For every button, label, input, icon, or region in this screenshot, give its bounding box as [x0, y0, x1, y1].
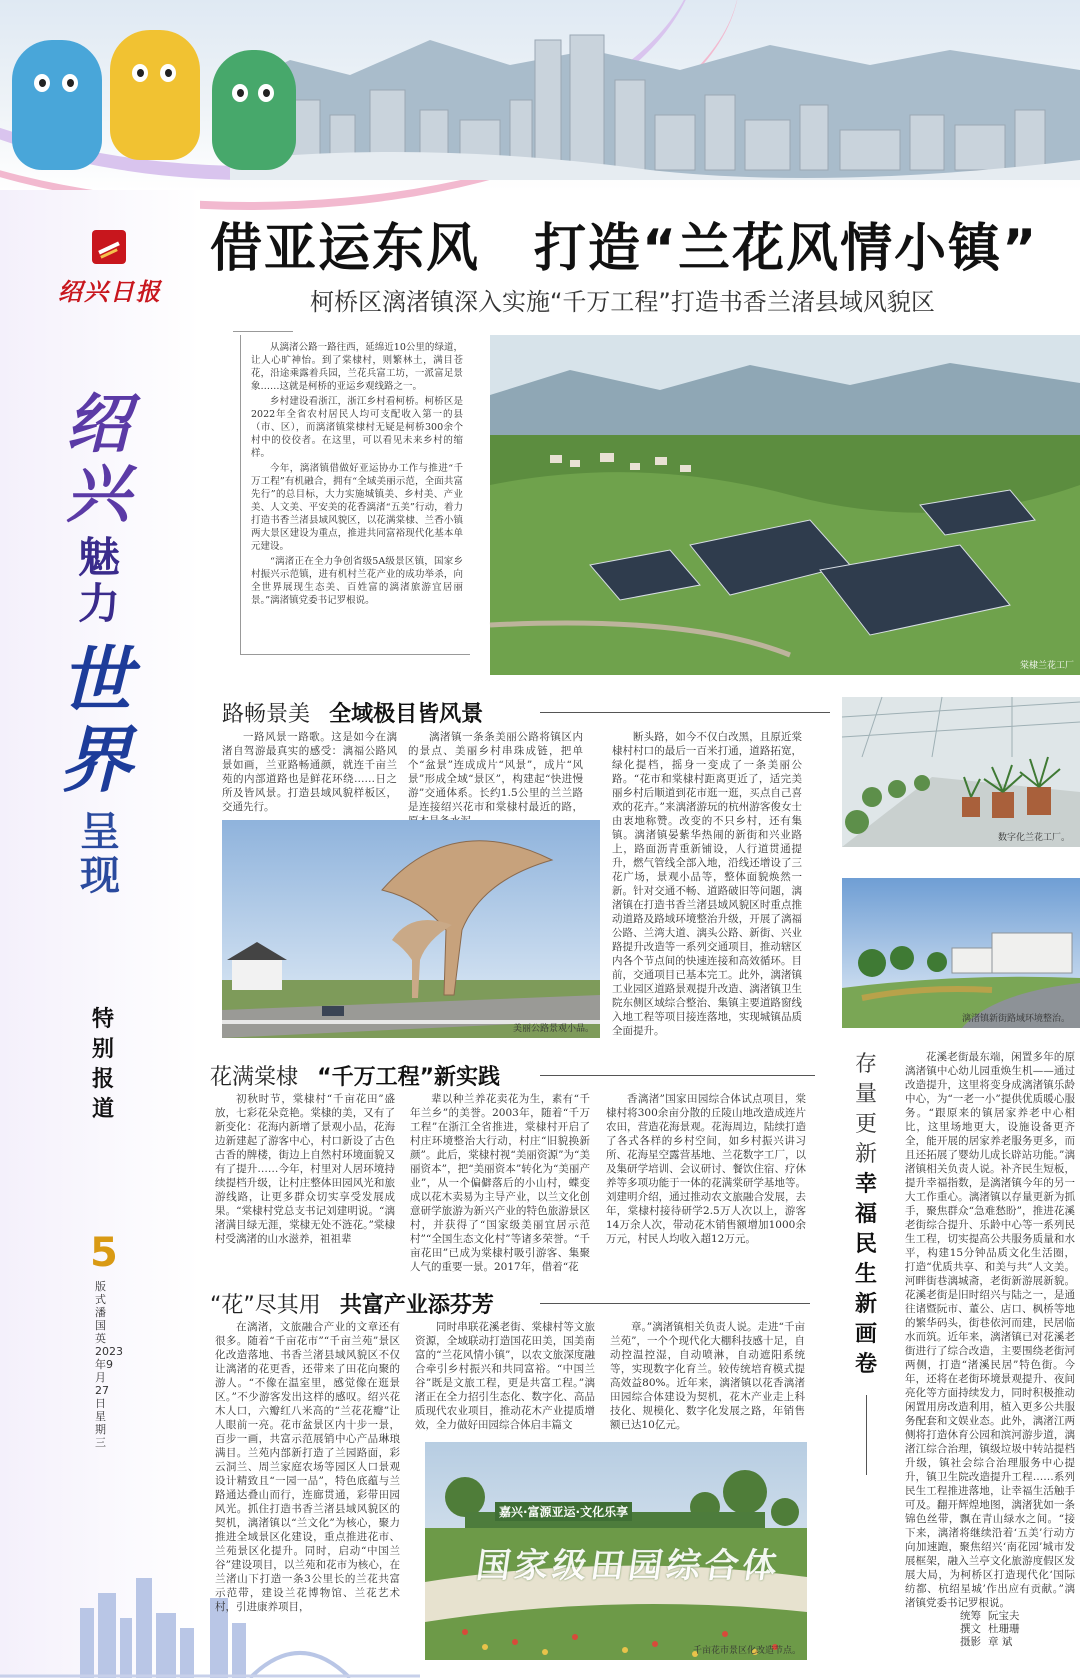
roads-paragraph: 断头路，如今不仅白改黑，且原近棠棣村村口的最后一百米打通，道路拓宽，绿化提档，摇身一变成了一条美丽公路。“花市和棠棣村距离更近了，适完美丽乡村后顺道到花市逛一逛，买点自己喜欢的花卉。”来漓渚游玩的杭州游客俊女士由衷地称赞。改变的不只乡村，还有集镇。漓渚镇晏紫华热闹的新街和兴业路上，路面沥青重新铺设，人行道贯通提升，燃气管线全部入地，沿线还增设了三花广场，景观小品等，整体面貌焕然一新。针对交通不畅、道路破旧等问题，漓渚镇在打造书香兰渚县域风貌区时重点推动道路及路域环境整治升级，开展了漓福公路、兰湾大道、漓头公路、新街、兴业路提升改造等一系列交通项目，推动辖区内各个节点间的快速连接和高效循环。目前，交通项目已基本完工。此外，漓渚镇工业园区道路景观提升改造、漓渚镇卫生院东侧区域综合整治、集镇主要道路窗线入地工程等项目接连落地，实现城镇品质全面提升。: [612, 731, 802, 1037]
article-subtitle: 柯桥区漓渚镇深入实施“千万工程”打造书香兰渚县域风貌区: [310, 288, 935, 316]
intro-paragraph: “漓渚正在全力争创省级5A级景区镇，国家乡村振兴示范镇，进有机村兰花产业的成功举杀，向全世界展现生态美、百姓富的漓渚旅游宜居丽景。”漓渚镇党委书记罗根说。: [251, 556, 463, 606]
mascot-green: [212, 50, 296, 170]
column-title-3: 世界: [60, 637, 133, 802]
section-industry-heading: [210, 1288, 494, 1319]
digital-factory-caption: 数字化兰花工厂。: [997, 833, 1070, 843]
digital-factory-photo: [842, 697, 1080, 847]
section-divider: [540, 1303, 810, 1304]
gate-sign-small: 嘉兴·富源亚运·文化乐享: [495, 1502, 632, 1521]
city-skyline-illustration: [230, 20, 1080, 180]
article-title: 借亚运东风 打造“兰花风情小镇”: [210, 219, 1039, 279]
industry-col-3: [610, 1320, 805, 1430]
section-industry-bold: 共富产业添芬芳: [339, 1293, 494, 1318]
roads-paragraph: 漓渚镇一条条美丽公路将镇区内的景点、美丽乡村串珠成链，把单个“盆景”连成成片“风景”，成片“风景”形成全域“景区”，构建起“快进慢游”交通体系。长约1.5公里的兰兰路是连接绍兴花市和棠棣村最近的路，: [408, 731, 583, 813]
section-flowers-heading: [210, 1060, 500, 1091]
section-livelihood-light: 存量更新: [854, 1052, 877, 1167]
industry-paragraph: 章。”漓渚镇相关负责人说。走进“千亩兰苑”，一个个现代化大棚科技感十足，自动控温控湿，自动喷淋，自动遮阳系统等，实现数字化育兰。较传统培育模式提高效益80%。近年来，漓渚镇以花香漓渚田园综合体建设为契机，花木产业走上科技化、规模化、数字化发展之路，年销售额已达10亿元。: [610, 1321, 805, 1431]
aerial-photo: [490, 335, 1080, 675]
page-meta: 版式 潘国英 2023年9月27日 星期三: [95, 1280, 123, 1449]
credit-photo-label: 摄影: [960, 1636, 981, 1648]
flowers-col-2: [410, 1092, 590, 1273]
section-flowers-light: 花满棠棣: [210, 1065, 299, 1090]
credit-photo-name: 章 斌: [988, 1636, 1013, 1648]
column-title-2: 魅力: [78, 533, 121, 628]
credit-text-name: 杜珊珊: [988, 1623, 1020, 1635]
mascot-yellow: [110, 30, 200, 160]
roads-col-1: [222, 730, 397, 813]
intro-paragraph: 今年，漓渚镇借做好亚运协办工作与推进“千万工程”有机融合，拥有“全域美丽示范，全面共富先行”的总目标，大力实施城镇美、乡村美、产业美、人文美、平安美的花香漓渚“五美”行动，着力打造书香兰渚县域风貌区，以花满棠棣、兰香小镇两大景区建设为重点，推进共同富裕现代化基本单元建设。: [251, 463, 463, 552]
aerial-photo-caption: 棠棣兰花工厂: [1019, 661, 1074, 671]
intro-box: [240, 335, 470, 655]
section-roads-heading: [222, 697, 483, 728]
mascot-blue: [12, 40, 102, 170]
newspaper-logo-icon: [92, 230, 126, 264]
header-banner: [0, 0, 1080, 190]
left-column: [0, 190, 200, 1678]
road-improvement-caption: 漓渚镇新街路域环境整治。: [961, 1014, 1070, 1024]
intro-text: [251, 341, 463, 646]
paper-name: 绍兴日报: [58, 277, 162, 306]
section-flowers-bold: “千万工程”新实践: [317, 1065, 501, 1090]
section-livelihood-bold: 幸福民生新画卷: [854, 1172, 877, 1377]
section-roads-bold: 全域极目皆风景: [329, 702, 484, 727]
livelihood-text: [905, 1050, 1075, 1609]
sculpture-photo: [222, 820, 600, 1038]
section-divider: [540, 712, 830, 713]
article-credits: [960, 1610, 1020, 1649]
flowers-paragraph: 初秋时节，棠棣村“千亩花田”盛放，七彩花朵竞艳。棠棣的美，又有了新变化：花海内新增了景观小品，花海边新建起了游客中心，村口新设了古色古香的牌楼，街边上自然村环境面貌又有了提升……今年，村里对人居环境持续提档升级，让村庄整体田园风光和旅游线路，让更多群众切实享受发展成果。“棠棣村党总支书记刘建明说。“漓渚满目绿无涯，棠棣无处不涟花。”棠棣村受漓渚的山水滋养，祖祖辈: [215, 1093, 395, 1245]
flowers-paragraph: 香漓渚”国家田园综合体试点项目，棠棣村将300余亩分散的丘陵山地改造成连片农田，营造花海景观。花海周边，陆续打造了各式各样的乡村空间，如乡村振兴讲习所、花海星空露营基地、兰花数字工厂，以及集研学培训、会议研讨、餐饮住宿、疗休养等多项功能于一体的花满棠研学基地等。刘建明介绍，通过推动农文旅融合发展，去年，棠棣村接待研学2.5万人次以上，游客14万余人次，带动花木销售额增加1000余万元，村民人均收入超12万元。: [606, 1093, 806, 1245]
section-divider: [866, 1395, 867, 1475]
livelihood-paragraph: 花溪老街最东端，闲置多年的原漓渚镇中心幼儿园重焕生机——通过改造提升，这里将变身成漓渚镇乐龄中心，为“一老一小”提供优质暖心服务。“跟原来的镇居家养老中心相比，这里场地更大，设施设备更齐全，能开展的居家养老服务更多，而且还拓展了婴幼儿成长辟站功能。”漓渚镇相关负责人说。补齐民生短板，提升幸福指数，是漓渚镇今年的另一大工作重心。漓渚镇以存量更新为抓手，聚焦群众“急难愁盼”，推进花溪老街综合提升、乐龄中心等一系列民生工程，切实提高公共服务质量和水平，构建15分钟品质文化生活圈，打造“优质共享、和美与共”人文美。河畔街巷漓城斋，老街新游展新貌。花溪老街是旧时绍兴与陆之一，是通往诸暨阮市、董公、店口、枫桥等地的繁华码头，街巷依河而建，民居临水而筑。近年来，漓渚镇已对花溪老街进行了综合改造，主要围绕老街河两侧，打造“渚溪民居”特色街。今年，还将在老街环境景观提升、夜间亮化等方面持续发力，同时积极推动闲置用房改造利用，植入更多公共服务配套和文娱业态。此外，漓渚江两侧将打造休育公园和滨河游步道，漓渚江综合治理，镇级垃圾中转站提档升级，镇社会综合治理服务中心提升，镇卫生院改造提升工程……系列民生工程推进落地，让幸福生活触手可及。翻开辉煌地图，漓渚犹如一条锦色丝带，飘在青山绿水之间。“接下来，漓渚将继续沿着‘五美’行动方向加速跑，聚焦绍兴‘南花园’城市发展框架，融入兰亭文化旅游度假区发展大局，为柯桥区打造现代化‘国际纺都、杭绍星城’作出应有贡献。”漓渚镇党委书记罗根说。: [905, 1051, 1075, 1609]
page-number: 5: [90, 1230, 118, 1276]
industry-paragraph: 同时串联花溪老街、棠棣村等文旅资源，全域联动打造国花田美，国美南富的“兰花风情小镇”，以农文旅深度融合牵引乡村振兴和共同富裕。“中国兰谷”既是文旅工程，更是共富工程。”漓渚正在全力招引生态化、数字化、高品质现代农业项目，推动花木产业提质增效，全力做好田园综合体启丰篇文: [415, 1321, 595, 1431]
flowers-col-1: [215, 1092, 395, 1245]
roads-col-3: [612, 730, 802, 1060]
flowers-col-3: [606, 1092, 806, 1245]
credit-plan-name: 阮宝夫: [988, 1610, 1020, 1622]
section-roads-light: 路畅景美: [222, 702, 311, 727]
intro-paragraph: 从漓渚公路一路往西，延绵近10公里的绿道，让人心旷神怡。到了棠棣村，则繁林土，满目苍花，沿途乘露着兵园，兰花兵富工坊，一派富足景象……这就是柯桥的亚运乡观线路之一。: [251, 342, 463, 392]
roads-col-2: [408, 730, 583, 813]
road-improvement-photo: [842, 878, 1080, 1028]
gate-sign-main: 国家级田园综合体: [473, 1546, 784, 1586]
special-report-label: 特别报道: [92, 1007, 115, 1122]
column-title-1: 绍兴: [66, 387, 130, 532]
flower-market-gate-caption: 千亩花市景区化改造节点。: [692, 1646, 801, 1656]
section-divider: [540, 1075, 815, 1076]
intro-paragraph: 乡村建设看浙江，浙江乡村看柯桥。柯桥区是2022年全省农村居民人均可支配收入第一的县（市、区），而漓渚镇棠棣村无疑是柯桥300余个村中的佼佼者。在这里，可以看见未来乡村的缩样。: [251, 396, 463, 459]
industry-paragraph: 在漓渚，文旅融合产业的文章还有很多。随着“千亩花市”“千亩兰苑”景区化改造落地、书香兰渚县域风貌区不仅让漓渚的花更香，还带来了田花向聚的游人。“不像在温室里，感觉像在逛景区。”不少游客发出这样的感叹。绍兴花木人口，六瓣红八米高的“兰花花瓣”让人眼前一亮。花市盆景区内十步一景，百步一画，共富示范展销中心产品琳琅满目。兰苑内部新打造了兰园路面，彩云洞兰、周兰家庭农场等园区人口景观设计精致且“一园一品”，特色底蕴与兰路通达叠山而行，连廊贯通，彩带田园风光。抓住打造书香兰渚县域风貌区的契机，漓渚镇以“兰文化”为核心，聚力推进全域景区化建设，重点推进花市、兰苑景区化提升。同时，启动“中国兰谷”建设项目，以兰苑和花市为核心，在兰渚山下打造一条3公里长的兰花共富示范带，建设兰花博物馆、兰花艺术村，引进康养项目，: [215, 1321, 400, 1613]
sculpture-photo-caption: 美丽公路景观小品。: [512, 1024, 594, 1034]
flowers-paragraph: 辈以种兰养花卖花为生，素有“千年兰乡”的美誉。2003年，随着“千万工程”在浙江全省推进，棠棣村开启了村庄环境整治大行动，村庄“旧貌换新颜”。此后，棠棣村视“美丽资源”为“美丽资本”，把“美丽资本”转化为“美丽产业”，从一个偏僻落后的小山村，蝶变成以花木卖易为主导产业，以兰文化创意研学旅游为新兴产业的特色旅游景区村，并获得了“国家级美丽宜居示范村”“全国生态文化村”等诸多荣誉。“千亩花田”已成为棠棣村吸引游客、集聚人气的重要一景。2017年，借着“花: [410, 1093, 590, 1273]
roads-paragraph: 一路风景一路歌。这是如今在漓渚自驾游最真实的感受：漓福公路风景如画，兰亚路畅通颜，就连千亩兰苑的内部道路也是鲜花环绕……日之所及皆风景。打造县域风貌样板区，交通先行。: [222, 731, 397, 813]
industry-col-1: [215, 1320, 400, 1613]
credit-plan-label: 统筹: [960, 1610, 981, 1622]
section-industry-light: “花”尽其用: [210, 1293, 321, 1318]
column-title-4: 呈现: [80, 808, 120, 899]
industry-col-2: [415, 1320, 595, 1430]
flower-market-gate-photo: [425, 1442, 807, 1660]
credit-text-label: 撰文: [960, 1623, 981, 1635]
